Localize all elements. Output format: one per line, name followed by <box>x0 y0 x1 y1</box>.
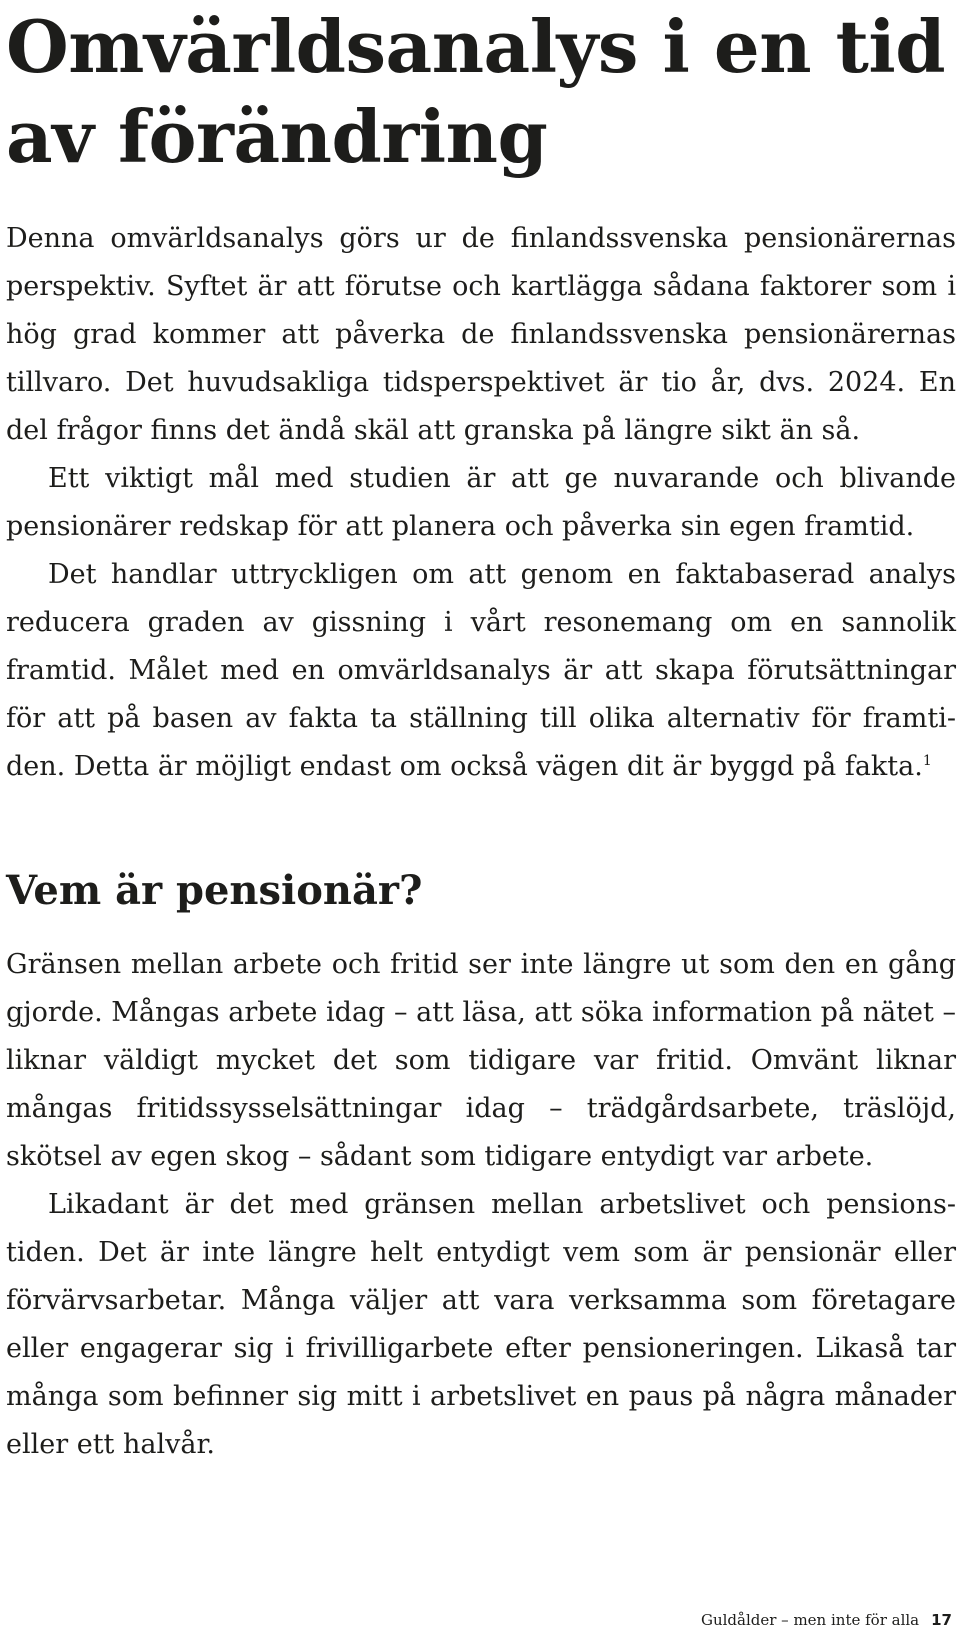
section-heading: Vem är pensionär? <box>6 867 423 914</box>
intro-paragraph-1: Denna omvärldsanalys görs ur de finlandssvenska pensionärernas perspektiv. Syftet är att förutse och kartlägga sådana faktorer som i hög grad kommer att påverka de finlandssvenska pensionärernas tillvaro. Det huvudsakliga tidsperspektivet är tio år, dvs. 2024. En del frågor finns det ändå skäl att granska på längre sikt än så. <box>6 223 956 446</box>
page-number: 17 <box>931 1611 952 1629</box>
intro-section <box>6 215 956 791</box>
intro-paragraph-3 <box>6 551 956 791</box>
pensioner-section <box>6 941 956 1469</box>
section-paragraph-2: Likadant är det med gränsen mellan arbetslivet och pensionstiden. Det är inte längre helt entydigt vem som är pensionär eller förvärvsarbetar. Många väljer att vara verksamma som företagare eller engagerar sig i frivilligarbete efter pensioneringen. Likaså tar många som befinner sig mitt i arbetslivet en paus på några månader eller ett halvår. <box>6 1189 956 1460</box>
section-paragraph-1: Gränsen mellan arbete och fritid ser inte längre ut som den en gång gjorde. Mångas arbete idag – att läsa, att söka information på nätet – liknar väldigt mycket det som tidigare var fritid. Omvänt liknar mångas fritidssysselsättningar idag – trädgårdsarbete, träslöjd, skötsel av egen skog – sådant som tidigare entydigt var arbete. <box>6 949 956 1172</box>
page-title: Omvärldsanalys i en tid av förändring <box>6 4 946 179</box>
document-page <box>6 0 956 1469</box>
running-title: Guldålder – men inte för alla <box>700 1611 920 1629</box>
footnote-marker[interactable]: 1 <box>922 753 932 769</box>
intro-paragraph-2: Ett viktigt mål med studien är att ge nuvarande och blivande pensionärer redskap för att planera och påverka sin egen framtid. <box>6 463 956 542</box>
intro-paragraph-3-text: Det handlar uttryckligen om att genom en faktabaserad analys reducera graden av gissning i vårt resonemang om en sannolik framtid. Målet med en omvärldsanalys är att skapa förutsättningar för att på basen av fakta ta ställning till olika alternativ för framtiden. Detta är möjligt endast om också vägen dit är byggd på fakta. <box>6 559 956 782</box>
page-footer <box>701 1610 952 1630</box>
